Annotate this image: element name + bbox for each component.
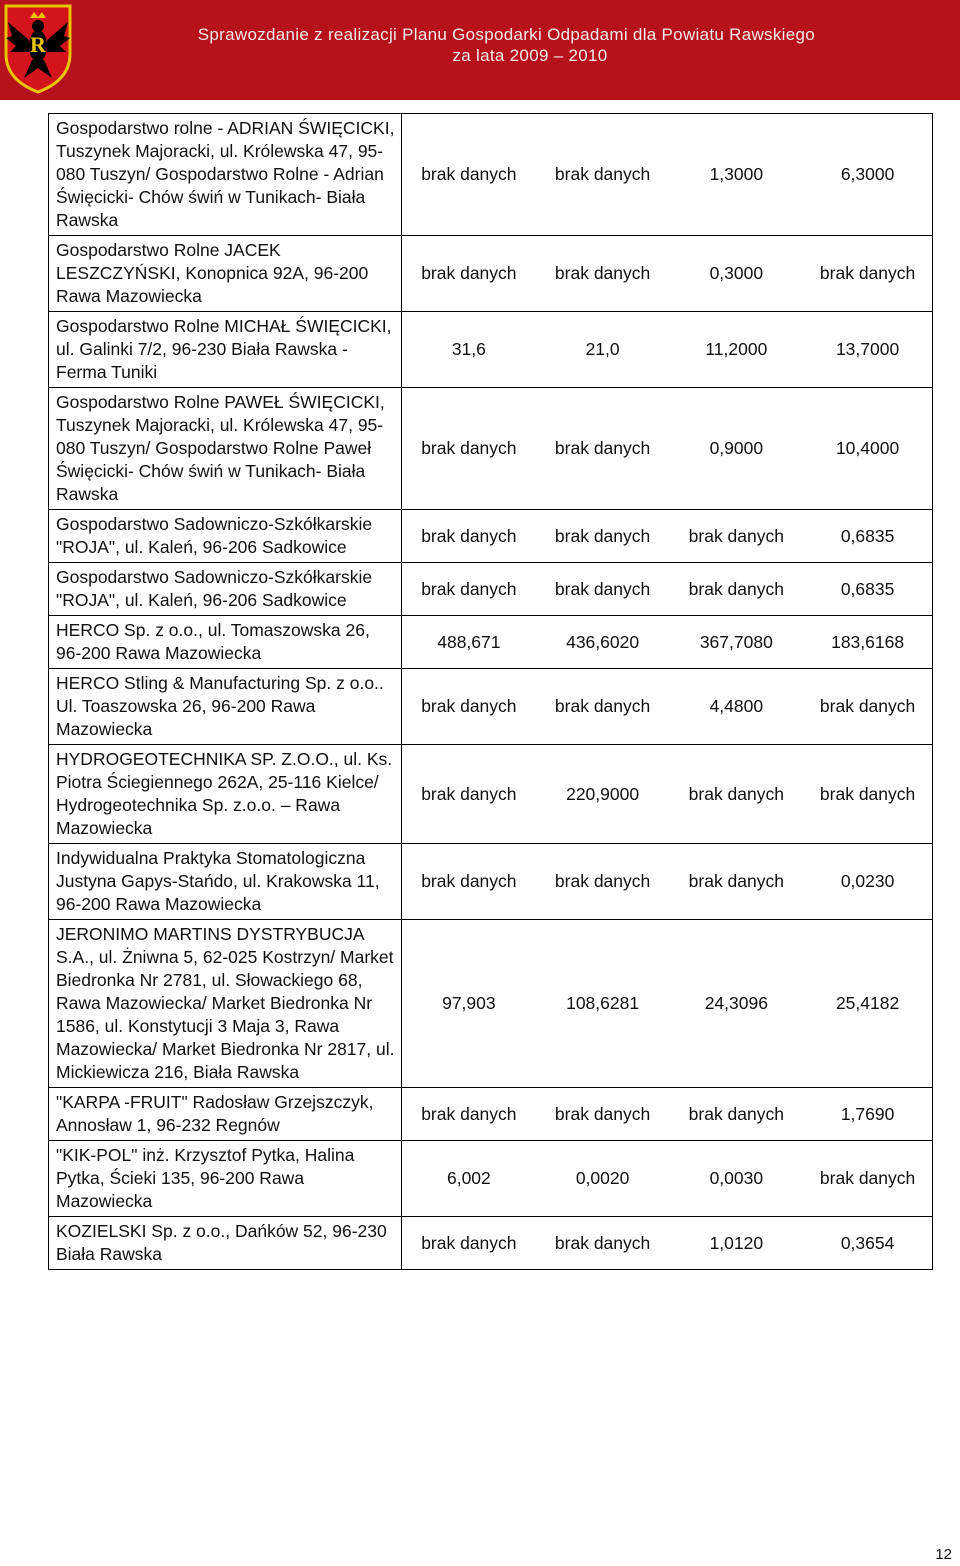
- values-cell: [402, 236, 933, 312]
- value-v3: 11,2000: [705, 339, 768, 359]
- table-row: [49, 844, 933, 920]
- company-name-cell: Gospodarstwo rolne - ADRIAN ŚWIĘCICKI, Tuszynek Majoracki, ul. Królewska 47, 95-080 Tuszyn/ Gospodarstwo Rolne - Adrian Święcicki- Chów świń w Tunikach- Biała Rawska: [49, 114, 402, 236]
- value-v4: brak danych: [819, 696, 916, 716]
- value-v4: 1,7690: [840, 1103, 895, 1124]
- value-v1: brak danych: [421, 871, 517, 891]
- value-v4: 13,7000: [835, 339, 900, 359]
- value-v1: brak danych: [421, 696, 517, 716]
- value-v4: brak danych: [819, 1168, 916, 1188]
- company-name-cell: Gospodarstwo Rolne PAWEŁ ŚWIĘCICKI, Tuszynek Majoracki, ul. Królewska 47, 95-080 Tuszyn/ Gospodarstwo Rolne Paweł Święcicki- Chów świń w Tunikach- Biała Rawska: [49, 388, 402, 510]
- table-row: [49, 563, 933, 616]
- values-cell: [402, 745, 933, 844]
- value-v4: brak danych: [819, 263, 916, 283]
- company-name-cell: Gospodarstwo Rolne MICHAŁ ŚWIĘCICKI, ul. Galinki 7/2, 96-230 Biała Rawska - Ferma Tuniki: [49, 312, 402, 388]
- values-cell: [402, 1141, 933, 1217]
- value-v1: 488,671: [437, 631, 501, 652]
- company-name-cell: HERCO Sp. z o.o., ul. Tomaszowska 26, 96-200 Rawa Mazowiecka: [49, 616, 402, 669]
- table-row: [49, 745, 933, 844]
- values-cell: [402, 510, 933, 563]
- value-v3: 1,3000: [709, 164, 764, 184]
- value-v2: brak danych: [554, 263, 651, 283]
- company-name-cell: Gospodarstwo Rolne JACEK LESZCZYŃSKI, Konopnica 92A, 96-200 Rawa Mazowiecka: [49, 236, 402, 312]
- value-v1: brak danych: [421, 263, 517, 283]
- values-cell: [402, 669, 933, 745]
- value-v4: 10,4000: [835, 438, 900, 458]
- value-v2: 436,6020: [566, 631, 640, 652]
- values-cell: [402, 616, 933, 669]
- value-v3: 24,3096: [704, 993, 768, 1013]
- table-row: [49, 669, 933, 745]
- value-v1: brak danych: [421, 1103, 517, 1124]
- value-v2: brak danych: [554, 525, 651, 546]
- company-name-cell: Gospodarstwo Sadowniczo-Szkółkarskie "ROJA", ul. Kaleń, 96-206 Sadkowice: [49, 510, 402, 563]
- table-row: [49, 388, 933, 510]
- value-v2: brak danych: [554, 696, 651, 716]
- value-v1: brak danych: [421, 438, 517, 458]
- value-v2: brak danych: [554, 871, 651, 891]
- value-v3: brak danych: [688, 783, 784, 804]
- value-v4: 183,6168: [831, 631, 905, 652]
- value-v2: brak danych: [554, 438, 651, 458]
- value-v1: brak danych: [421, 1232, 517, 1253]
- value-v2: 21,0: [585, 339, 620, 359]
- value-v2: 220,9000: [566, 783, 640, 804]
- table-row: [49, 114, 933, 236]
- values-cell: [402, 1217, 933, 1270]
- value-v3: 0,0030: [709, 1168, 764, 1188]
- value-v2: brak danych: [554, 1232, 651, 1253]
- value-v3: brak danych: [688, 525, 784, 546]
- company-name-cell: HERCO Stling & Manufacturing Sp. z o.o.. Ul. Toaszowska 26, 96-200 Rawa Mazowiecka: [49, 669, 402, 745]
- value-v4: 0,6835: [840, 525, 895, 546]
- value-v2: brak danych: [554, 1103, 651, 1124]
- value-v4: 0,3654: [840, 1232, 895, 1253]
- document-title: Sprawozdanie z realizacji Planu Gospodarki Odpadami dla Powiatu Rawskiego: [197, 25, 815, 44]
- table-row: [49, 616, 933, 669]
- company-name-cell: Gospodarstwo Sadowniczo-Szkółkarskie "ROJA", ul. Kaleń, 96-206 Sadkowice: [49, 563, 402, 616]
- value-v3: 4,4800: [709, 696, 764, 716]
- value-v3: brak danych: [688, 871, 784, 891]
- value-v3: 0,9000: [709, 438, 764, 458]
- values-cell: [402, 114, 933, 236]
- values-cell: [402, 1088, 933, 1141]
- company-name-cell: Indywidualna Praktyka Stomatologiczna Justyna Gapys-Stańdo, ul. Krakowska 11, 96-200 Rawa Mazowiecka: [49, 844, 402, 920]
- table-row: [49, 312, 933, 388]
- values-cell: [402, 388, 933, 510]
- value-v4: brak danych: [819, 783, 916, 804]
- company-name-cell: HYDROGEOTECHNIKA SP. Z.O.O., ul. Ks. Piotra Ściegiennego 262A, 25-116 Kielce/ Hydrogeotechnika Sp. z.o.o. – Rawa Mazowiecka: [49, 745, 402, 844]
- company-name-cell: "KARPA -FRUIT" Radosław Grzejszczyk, Annosław 1, 96-232 Regnów: [49, 1088, 402, 1141]
- table-row: [49, 510, 933, 563]
- value-v4: 25,4182: [835, 993, 900, 1013]
- value-v2: brak danych: [554, 578, 651, 599]
- table-row: [49, 920, 933, 1088]
- values-cell: [402, 312, 933, 388]
- value-v3: 1,0120: [709, 1232, 764, 1253]
- values-cell: [402, 844, 933, 920]
- crest-letter: R: [30, 32, 46, 57]
- page-header: [0, 0, 960, 100]
- coat-of-arms-icon: [2, 2, 74, 94]
- value-v4: 0,6835: [840, 578, 895, 599]
- value-v1: 97,903: [442, 993, 496, 1013]
- waste-data-table: [48, 113, 933, 1270]
- value-v3: brak danych: [688, 1103, 784, 1124]
- table-row: [49, 1088, 933, 1141]
- table-row: [49, 1217, 933, 1270]
- value-v4: 0,0230: [840, 871, 895, 891]
- value-v2: 108,6281: [566, 993, 640, 1013]
- table-row: [49, 1141, 933, 1217]
- value-v1: brak danych: [421, 164, 517, 184]
- page-number: 12: [935, 1546, 952, 1563]
- company-name-cell: KOZIELSKI Sp. z o.o., Dańków 52, 96-230 Biała Rawska: [49, 1217, 402, 1270]
- value-v2: brak danych: [554, 164, 651, 184]
- value-v2: 0,0020: [575, 1168, 630, 1188]
- values-cell: [402, 563, 933, 616]
- value-v1: brak danych: [421, 578, 517, 599]
- value-v1: 6,002: [446, 1168, 491, 1188]
- value-v1: 31,6: [451, 339, 486, 359]
- value-v3: 0,3000: [709, 263, 764, 283]
- value-v1: brak danych: [421, 525, 517, 546]
- value-v4: 6,3000: [840, 164, 895, 184]
- table-row: [49, 236, 933, 312]
- document-period: za lata 2009 – 2010: [452, 46, 608, 65]
- value-v3: 367,7080: [699, 631, 773, 652]
- value-v1: brak danych: [421, 783, 517, 804]
- value-v3: brak danych: [688, 578, 784, 599]
- company-name-cell: "KIK-POL" inż. Krzysztof Pytka, Halina Pytka, Ścieki 135, 96-200 Rawa Mazowiecka: [49, 1141, 402, 1217]
- company-name-cell: JERONIMO MARTINS DYSTRYBUCJA S.A., ul. Żniwna 5, 62-025 Kostrzyn/ Market Biedronka Nr 2781, ul. Słowackiego 68, Rawa Mazowiecka/ Market Biedronka Nr 1586, ul. Konstytucji 3 Maja 3, Rawa Mazowiecka/ Market Biedronka Nr 2817, ul. Mickiewicza 216, Biała Rawska: [49, 920, 402, 1088]
- values-cell: [402, 920, 933, 1088]
